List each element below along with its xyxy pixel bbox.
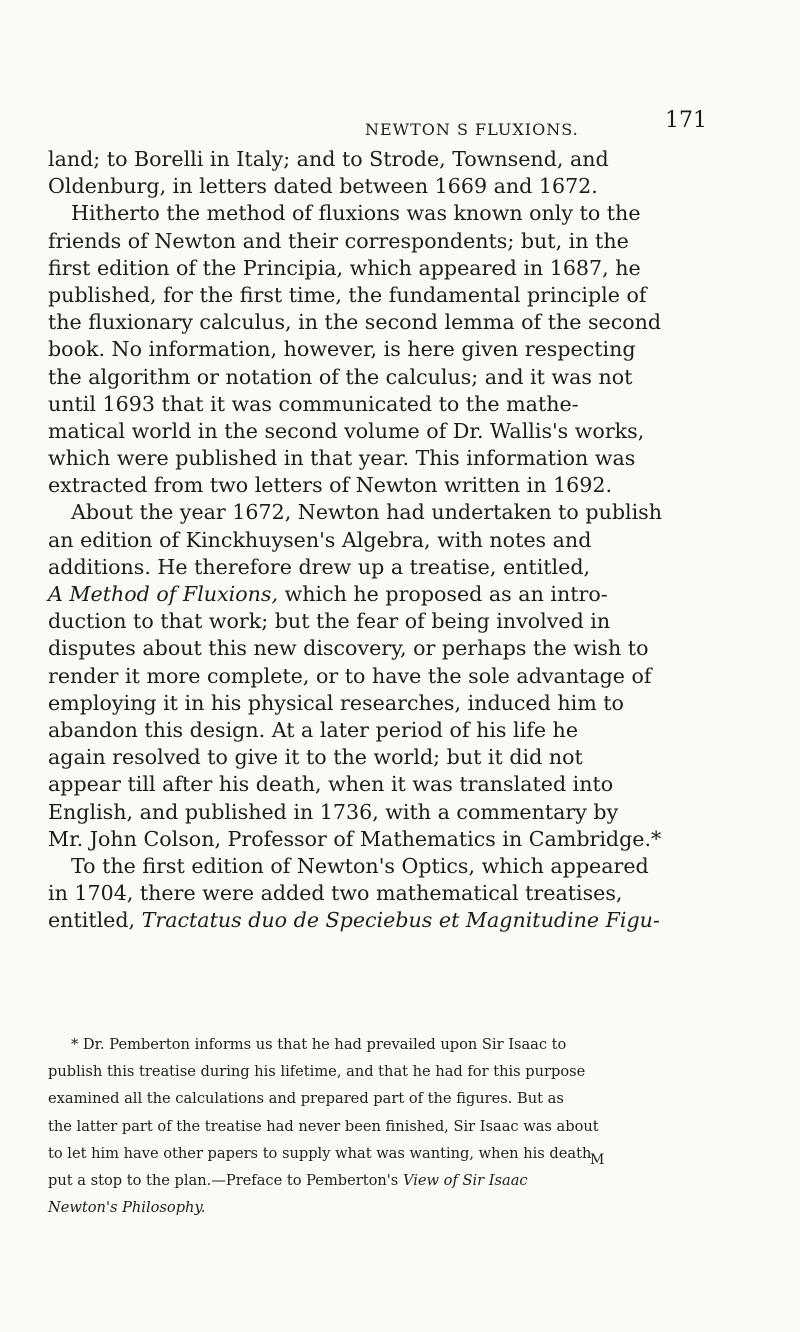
book-title: Tractatus duo de Speciebus et Magnitudine Figu- [141, 908, 660, 933]
text-line [48, 364, 718, 391]
text-segment: abandon this design. At a later period of his life he [48, 717, 579, 742]
book-title: View of Sir Isaac [402, 1171, 528, 1189]
text-segment: until 1693 that it was communicated to the mathe- [48, 391, 579, 416]
text-segment: land; to Borelli in Italy; and to Strode, Townsend, and [48, 147, 609, 171]
text-line [48, 771, 718, 798]
text-segment: which he proposed as an intro- [278, 582, 608, 606]
text-segment: again resolved to give it to the world; but it did not [48, 745, 583, 770]
text-line [48, 527, 718, 554]
text-line [48, 391, 718, 418]
text-line [48, 826, 718, 853]
text-line [48, 663, 718, 690]
text-segment: first edition of the Principia, which appeared in 1687, he [48, 255, 641, 280]
text-line [48, 690, 718, 717]
text-segment [48, 907, 660, 934]
text-line [48, 146, 718, 173]
text-segment: Oldenburg, in letters dated between 1669 and 1672. [48, 174, 598, 199]
page-number: 171 [665, 108, 707, 133]
footnote-line [48, 1089, 718, 1116]
text-line [48, 472, 718, 499]
text-segment [48, 1171, 528, 1198]
text-segment: book. No information, however, is here given respecting [48, 337, 636, 362]
text-segment: examined all the calculations and prepared part of the figures. But as [48, 1090, 564, 1108]
text-segment: which were published in that year. This information was [48, 446, 636, 471]
text-segment: published, for the first time, the fundamental principle of [48, 282, 647, 307]
text-segment: appear till after his death, when it was translated into [48, 772, 614, 797]
text-line [48, 744, 718, 771]
text-line [48, 581, 718, 608]
text-segment: additions. He therefore drew up a treatise, entitled, [48, 554, 591, 579]
text-segment: About the year 1672, Newton had undertaken to publish [71, 500, 663, 525]
footnote-line [48, 1117, 718, 1144]
text-line [48, 880, 718, 907]
footnote [48, 1035, 718, 1225]
text-segment: extracted from two letters of Newton written in 1692. [48, 473, 613, 498]
text-line [48, 173, 718, 200]
text-segment: entitled, [48, 908, 142, 933]
text-segment: Mr. John Colson, Professor of Mathematics in Cambridge.* [48, 826, 662, 851]
text-line [48, 336, 718, 363]
text-segment: publish this treatise during his lifetime, and that he had for this purpose [48, 1063, 586, 1081]
text-line [48, 418, 718, 445]
text-segment: the latter part of the treatise had never been finished, Sir Isaac was about [48, 1117, 599, 1135]
body-text [48, 146, 718, 934]
text-line [48, 554, 718, 581]
text-segment: an edition of Kinckhuysen's Algebra, with notes and [48, 527, 592, 552]
running-head: NEWTON S FLUXIONS. [365, 120, 579, 139]
text-line [48, 853, 718, 880]
text-segment: matical world in the second volume of Dr. Wallis's works, [48, 418, 645, 443]
footnote-line [48, 1035, 718, 1062]
text-segment: * Dr. Pemberton informs us that he had prevailed upon Sir Isaac to [71, 1036, 567, 1053]
footnote-line [48, 1198, 718, 1225]
text-segment: employing it in his physical researches, induced him to [48, 690, 624, 715]
text-line [48, 282, 718, 309]
book-title: A Method of Fluxions, [48, 582, 279, 606]
text-segment: disputes about this new discovery, or perhaps the wish to [48, 636, 649, 661]
signature-mark: M [590, 1152, 605, 1168]
text-line [48, 635, 718, 662]
text-line [48, 608, 718, 635]
footnote-line [48, 1171, 718, 1198]
text-segment: Hitherto the method of fluxions was known only to the [71, 201, 641, 226]
text-segment [48, 581, 608, 608]
text-segment: the fluxionary calculus, in the second lemma of the second [48, 310, 662, 335]
text-segment: put a stop to the plan.—Preface to Pemberton's [48, 1171, 403, 1189]
text-line [48, 907, 718, 934]
text-segment: in 1704, there were added two mathematical treatises, [48, 881, 623, 906]
text-segment: the algorithm or notation of the calculus; and it was not [48, 364, 633, 389]
text-segment: English, and published in 1736, with a commentary by [48, 799, 619, 824]
text-segment: render it more complete, or to have the sole advantage of [48, 663, 652, 688]
text-segment: to let him have other papers to supply what was wanting, when his death [48, 1144, 592, 1162]
text-line [48, 717, 718, 744]
text-segment: duction to that work; but the fear of being involved in [48, 609, 611, 634]
text-line [48, 309, 718, 336]
text-line [48, 799, 718, 826]
book-title: Newton's Philosophy. [48, 1199, 206, 1217]
text-line [48, 228, 718, 255]
text-segment: To the first edition of Newton's Optics, which appeared [71, 853, 649, 878]
text-line [48, 499, 718, 526]
text-segment: friends of Newton and their correspondents; but, in the [48, 228, 629, 253]
text-line [48, 445, 718, 472]
text-line [48, 200, 718, 227]
text-line [48, 255, 718, 282]
footnote-line [48, 1144, 718, 1171]
footnote-line [48, 1062, 718, 1089]
